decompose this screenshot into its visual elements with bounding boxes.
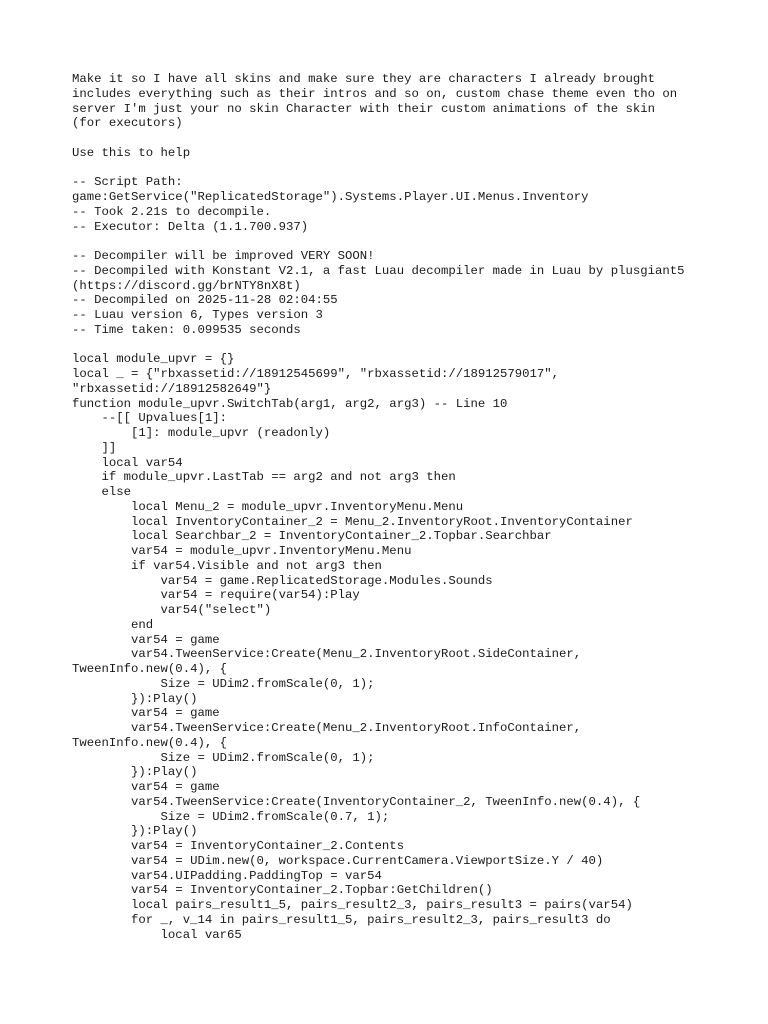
- text-line: Size = UDim2.fromScale(0, 1);: [72, 676, 375, 691]
- text-line: local pairs_result1_5, pairs_result2_3, pairs_result3 = pairs(var54): [72, 898, 633, 912]
- text-line: }):Play(): [72, 824, 198, 839]
- text-line: TweenInfo.new(0.4), {: [72, 662, 227, 676]
- text-line: -- Took 2.21s to decompile.: [72, 204, 272, 219]
- text-line: game:GetService("ReplicatedStorage").Systems.Player.UI.Menus.Inventory: [72, 190, 589, 204]
- text-line: Size = UDim2.fromScale(0, 1);: [72, 750, 375, 765]
- text-line: var54 = game: [72, 780, 220, 794]
- text-line: local InventoryContainer_2 = Menu_2.InventoryRoot.InventoryContainer: [72, 514, 633, 529]
- text-line: local _ = {"rbxassetid://18912545699", "rbxassetid://18912579017",: [72, 367, 560, 381]
- text-line: server I'm just your no skin Character with their custom animations of the skin: [72, 101, 655, 116]
- text-line: -- Time taken: 0.099535 seconds: [72, 322, 301, 337]
- text-line: var54.TweenService:Create(InventoryContainer_2, TweenInfo.new(0.4), {: [72, 794, 641, 809]
- text-line: ]]: [72, 440, 117, 455]
- text-line: [72, 338, 732, 353]
- text-line: "rbxassetid://18912582649"}: [72, 381, 272, 396]
- text-line: local var54: [72, 455, 183, 470]
- text-line: local var65: [72, 927, 242, 942]
- text-line: else: [72, 485, 132, 499]
- text-line: local Menu_2 = module_upvr.InventoryMenu.Menu: [72, 499, 464, 514]
- text-line: if var54.Visible and not arg3 then: [72, 558, 382, 573]
- text-line: var54 = game: [72, 632, 220, 647]
- text-line: }):Play(): [72, 691, 198, 706]
- text-line: function module_upvr.SwitchTab(arg1, arg2, arg3) -- Line 10: [72, 396, 508, 411]
- text-line: var54 = require(var54):Play: [72, 588, 360, 603]
- document-page: [72, 72, 732, 942]
- text-line: Size = UDim2.fromScale(0.7, 1);: [72, 809, 390, 824]
- text-line: var54("select"): [72, 603, 272, 617]
- text-line: Make it so I have all skins and make sure they are characters I already brought: [72, 72, 655, 86]
- text-line: -- Script Path:: [72, 175, 183, 190]
- text-line: --[[ Upvalues[1]:: [72, 411, 227, 426]
- text-line: (for executors): [72, 116, 183, 131]
- text-line: -- Decompiled on 2025-11-28 02:04:55: [72, 293, 338, 308]
- text-line: [72, 161, 732, 176]
- text-line: for _, v_14 in pairs_result1_5, pairs_result2_3, pairs_result3 do: [72, 912, 611, 927]
- text-line: local module_upvr = {}: [72, 352, 235, 367]
- text-line: var54.TweenService:Create(Menu_2.InventoryRoot.SideContainer,: [72, 647, 582, 662]
- text-line: includes everything such as their intros and so on, custom chase theme even tho on: [72, 86, 678, 101]
- text-line: [72, 234, 732, 249]
- text-line: var54.TweenService:Create(Menu_2.InventoryRoot.InfoContainer,: [72, 721, 582, 735]
- text-line: var54 = UDim.new(0, workspace.CurrentCamera.ViewportSize.Y / 40): [72, 853, 604, 868]
- text-line: local Searchbar_2 = InventoryContainer_2.Topbar.Searchbar: [72, 529, 552, 544]
- text-line: (https://discord.gg/brNTY8nX8t): [72, 278, 301, 293]
- text-line: [1]: module_upvr (readonly): [72, 426, 331, 440]
- text-line: var54 = module_upvr.InventoryMenu.Menu: [72, 544, 412, 558]
- text-line: TweenInfo.new(0.4), {: [72, 735, 227, 750]
- text-line: }):Play(): [72, 765, 198, 780]
- text-line: -- Executor: Delta (1.1.700.937): [72, 219, 309, 234]
- text-line: var54.UIPadding.PaddingTop = var54: [72, 868, 382, 883]
- text-line: var54 = game: [72, 706, 220, 721]
- text-line: [72, 131, 732, 146]
- text-line: if module_upvr.LastTab == arg2 and not arg3 then: [72, 470, 456, 485]
- text-line: var54 = InventoryContainer_2.Topbar:GetChildren(): [72, 883, 493, 898]
- text-line: -- Decompiler will be improved VERY SOON!: [72, 249, 375, 263]
- text-line: var54 = game.ReplicatedStorage.Modules.Sounds: [72, 573, 493, 588]
- text-line: -- Decompiled with Konstant V2.1, a fast Luau decompiler made in Luau by plusgiant5: [72, 263, 685, 278]
- text-line: Use this to help: [72, 145, 191, 160]
- text-line: var54 = InventoryContainer_2.Contents: [72, 839, 405, 853]
- text-line: -- Luau version 6, Types version 3: [72, 308, 323, 322]
- text-line: end: [72, 617, 154, 632]
